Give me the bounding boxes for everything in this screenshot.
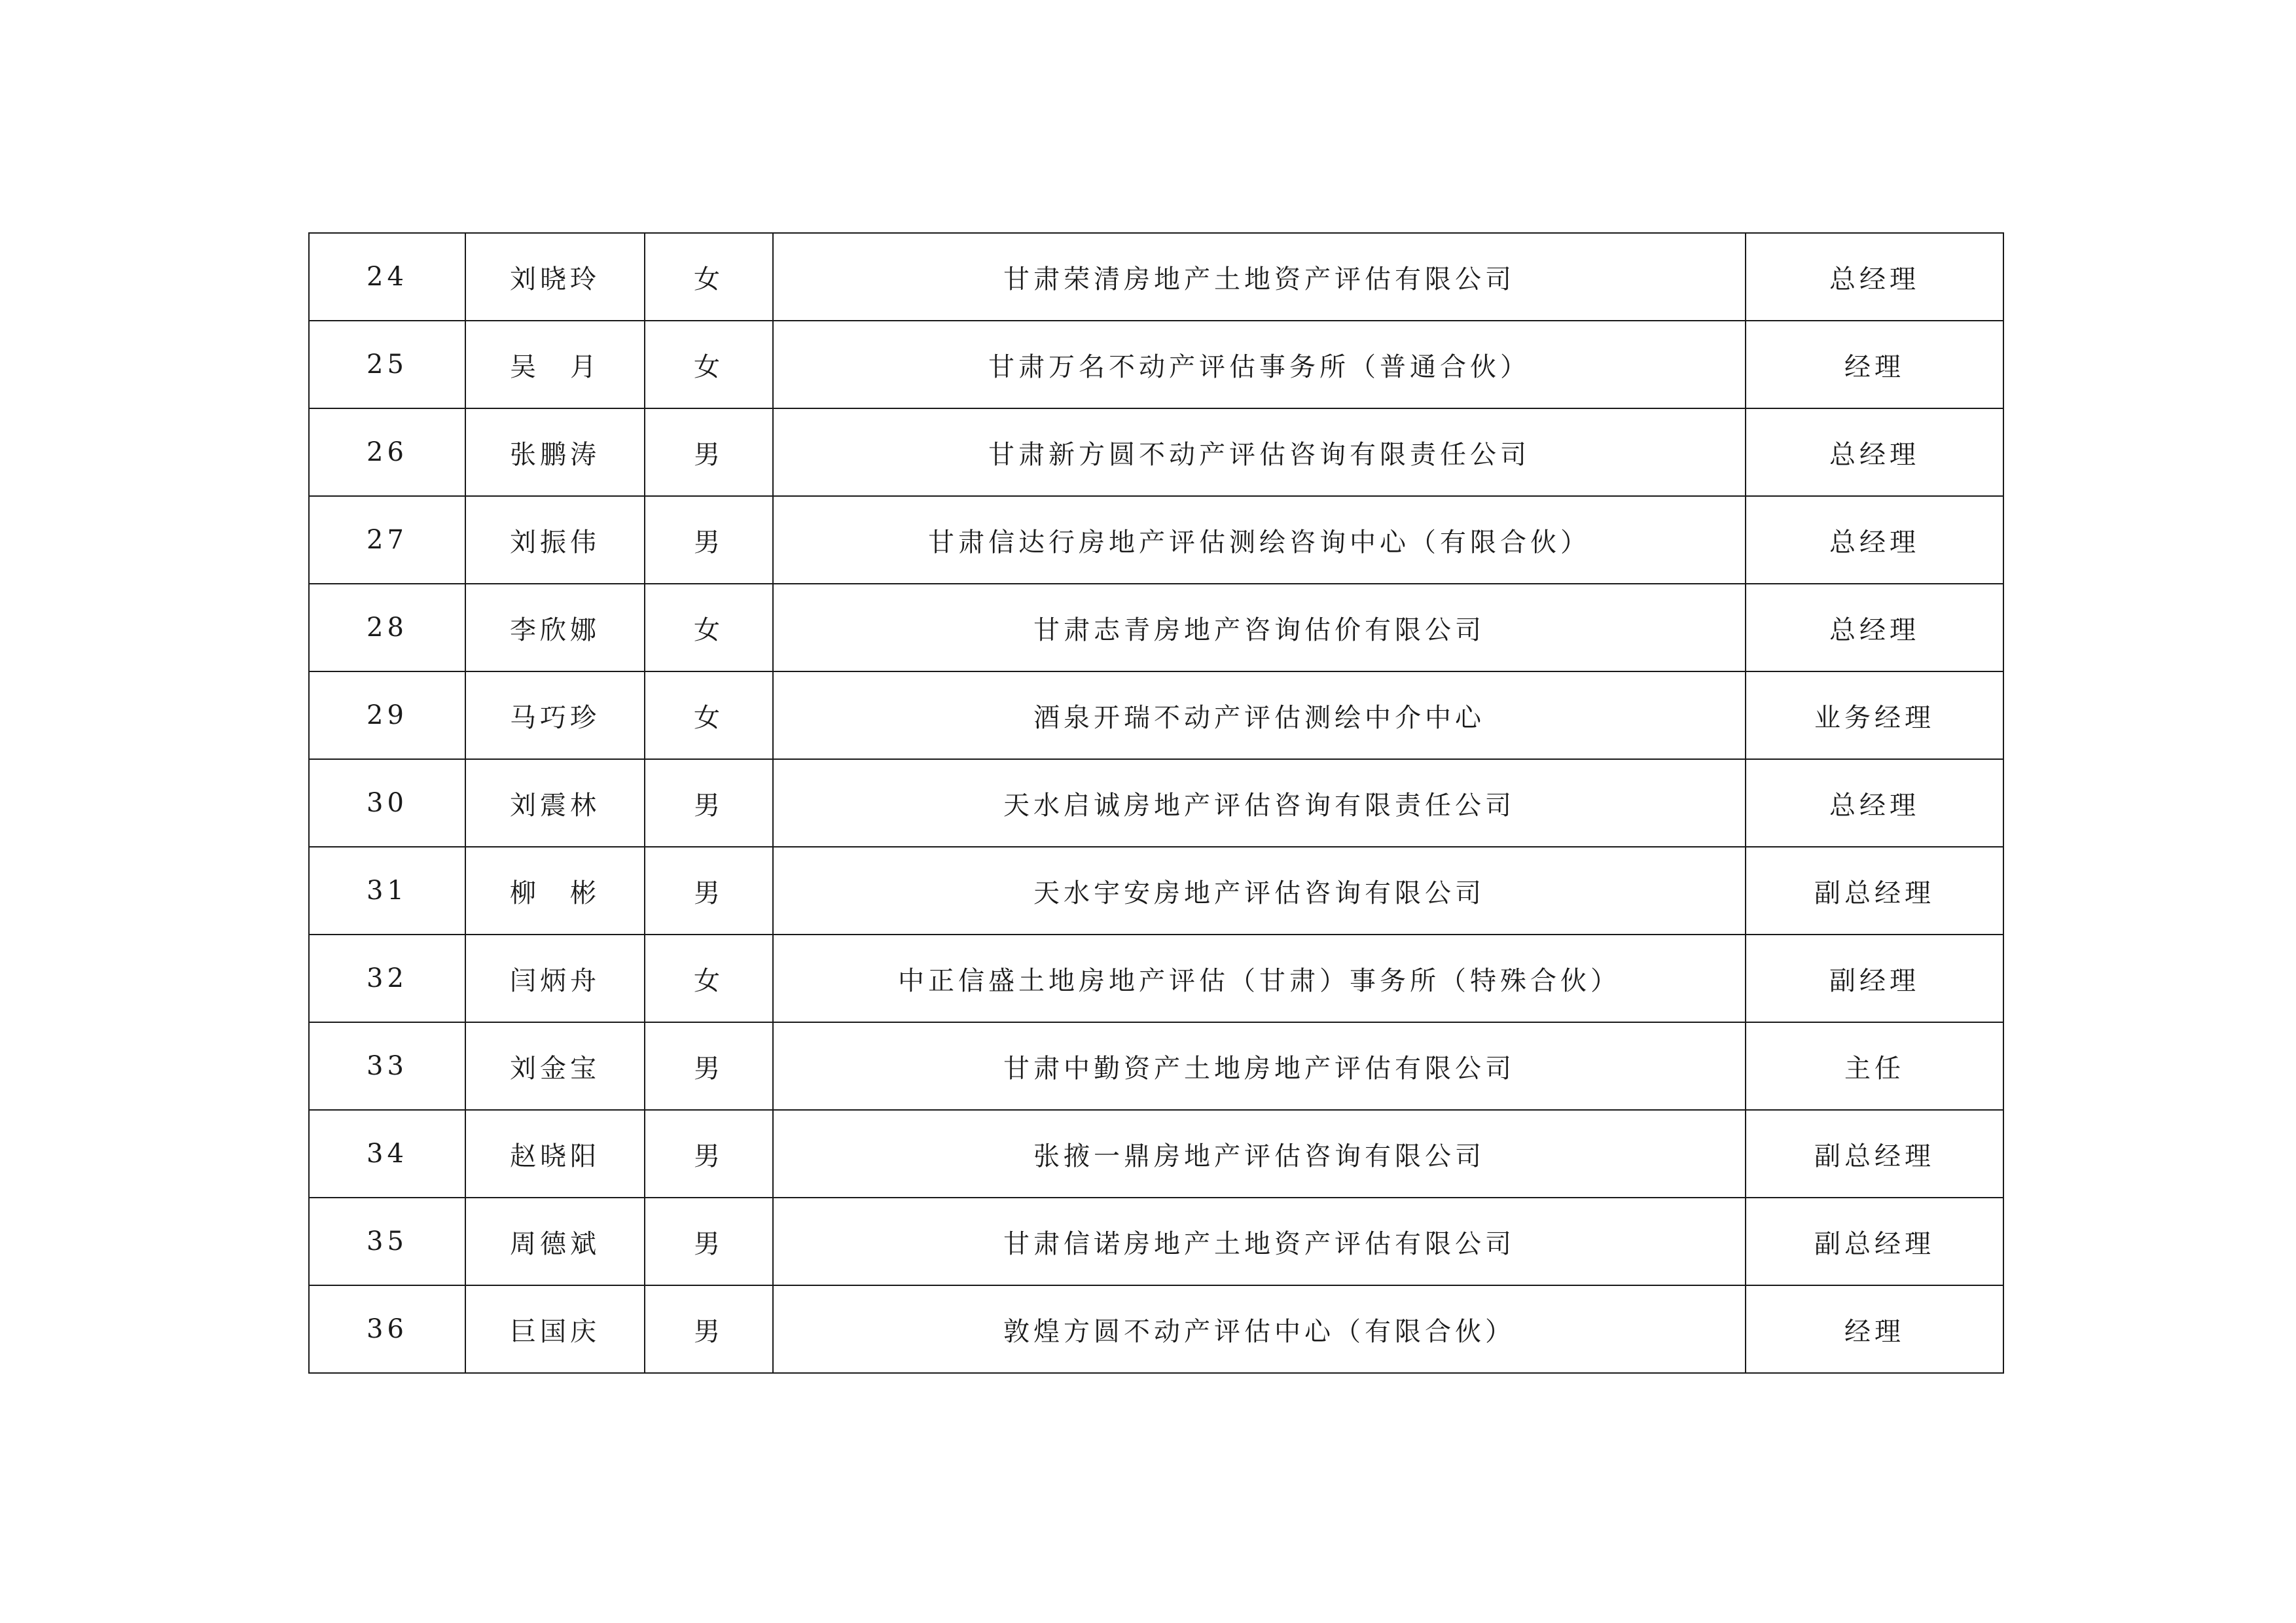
row-number: 30 [309, 759, 465, 847]
organization: 甘肃志青房地产咨询估价有限公司 [773, 584, 1746, 671]
person-name: 刘振伟 [465, 496, 645, 584]
person-name: 刘金宝 [465, 1022, 645, 1110]
row-number: 28 [309, 584, 465, 671]
person-name: 巨国庆 [465, 1285, 645, 1373]
gender: 女 [645, 233, 773, 321]
gender: 男 [645, 1022, 773, 1110]
person-name: 李欣娜 [465, 584, 645, 671]
organization: 甘肃信诺房地产土地资产评估有限公司 [773, 1198, 1746, 1285]
job-title: 总经理 [1746, 584, 2003, 671]
row-number: 27 [309, 496, 465, 584]
table-row [309, 1022, 2003, 1110]
table-row [309, 935, 2003, 1022]
person-name: 张鹏涛 [465, 408, 645, 496]
row-number: 24 [309, 233, 465, 321]
row-number: 33 [309, 1022, 465, 1110]
gender: 女 [645, 671, 773, 759]
job-title: 副总经理 [1746, 847, 2003, 935]
table-row [309, 671, 2003, 759]
organization: 甘肃中勤资产土地房地产评估有限公司 [773, 1022, 1746, 1110]
organization: 张掖一鼎房地产评估咨询有限公司 [773, 1110, 1746, 1198]
organization: 甘肃万名不动产评估事务所（普通合伙） [773, 321, 1746, 408]
job-title: 业务经理 [1746, 671, 2003, 759]
gender: 男 [645, 1110, 773, 1198]
gender: 男 [645, 408, 773, 496]
job-title: 总经理 [1746, 759, 2003, 847]
row-number: 31 [309, 847, 465, 935]
table-row [309, 233, 2003, 321]
table-row [309, 1110, 2003, 1198]
organization: 敦煌方圆不动产评估中心（有限合伙） [773, 1285, 1746, 1373]
gender: 男 [645, 847, 773, 935]
organization: 天水宇安房地产评估咨询有限公司 [773, 847, 1746, 935]
job-title: 总经理 [1746, 408, 2003, 496]
person-name: 刘震林 [465, 759, 645, 847]
table-row [309, 759, 2003, 847]
job-title: 主任 [1746, 1022, 2003, 1110]
row-number: 25 [309, 321, 465, 408]
organization: 甘肃新方圆不动产评估咨询有限责任公司 [773, 408, 1746, 496]
table-row [309, 1198, 2003, 1285]
organization: 甘肃荣清房地产土地资产评估有限公司 [773, 233, 1746, 321]
table-row [309, 321, 2003, 408]
row-number: 29 [309, 671, 465, 759]
row-number: 26 [309, 408, 465, 496]
job-title: 经理 [1746, 321, 2003, 408]
job-title: 副经理 [1746, 935, 2003, 1022]
personnel-table [308, 232, 2004, 1374]
table-row [309, 847, 2003, 935]
row-number: 34 [309, 1110, 465, 1198]
job-title: 总经理 [1746, 496, 2003, 584]
job-title: 经理 [1746, 1285, 2003, 1373]
table-row [309, 496, 2003, 584]
gender: 女 [645, 321, 773, 408]
person-name: 周德斌 [465, 1198, 645, 1285]
person-name: 马巧珍 [465, 671, 645, 759]
table-row [309, 584, 2003, 671]
person-name: 赵晓阳 [465, 1110, 645, 1198]
person-name: 闫炳舟 [465, 935, 645, 1022]
organization: 中正信盛土地房地产评估（甘肃）事务所（特殊合伙） [773, 935, 1746, 1022]
row-number: 32 [309, 935, 465, 1022]
person-name: 刘晓玲 [465, 233, 645, 321]
organization: 酒泉开瑞不动产评估测绘中介中心 [773, 671, 1746, 759]
job-title: 总经理 [1746, 233, 2003, 321]
row-number: 36 [309, 1285, 465, 1373]
gender: 男 [645, 1198, 773, 1285]
gender: 女 [645, 935, 773, 1022]
gender: 男 [645, 496, 773, 584]
person-name: 柳 彬 [465, 847, 645, 935]
gender: 男 [645, 1285, 773, 1373]
organization: 甘肃信达行房地产评估测绘咨询中心（有限合伙） [773, 496, 1746, 584]
job-title: 副总经理 [1746, 1198, 2003, 1285]
table-row [309, 1285, 2003, 1373]
table-body [309, 233, 2003, 1373]
table-row [309, 408, 2003, 496]
gender: 女 [645, 584, 773, 671]
job-title: 副总经理 [1746, 1110, 2003, 1198]
person-name: 吴 月 [465, 321, 645, 408]
gender: 男 [645, 759, 773, 847]
organization: 天水启诚房地产评估咨询有限责任公司 [773, 759, 1746, 847]
row-number: 35 [309, 1198, 465, 1285]
